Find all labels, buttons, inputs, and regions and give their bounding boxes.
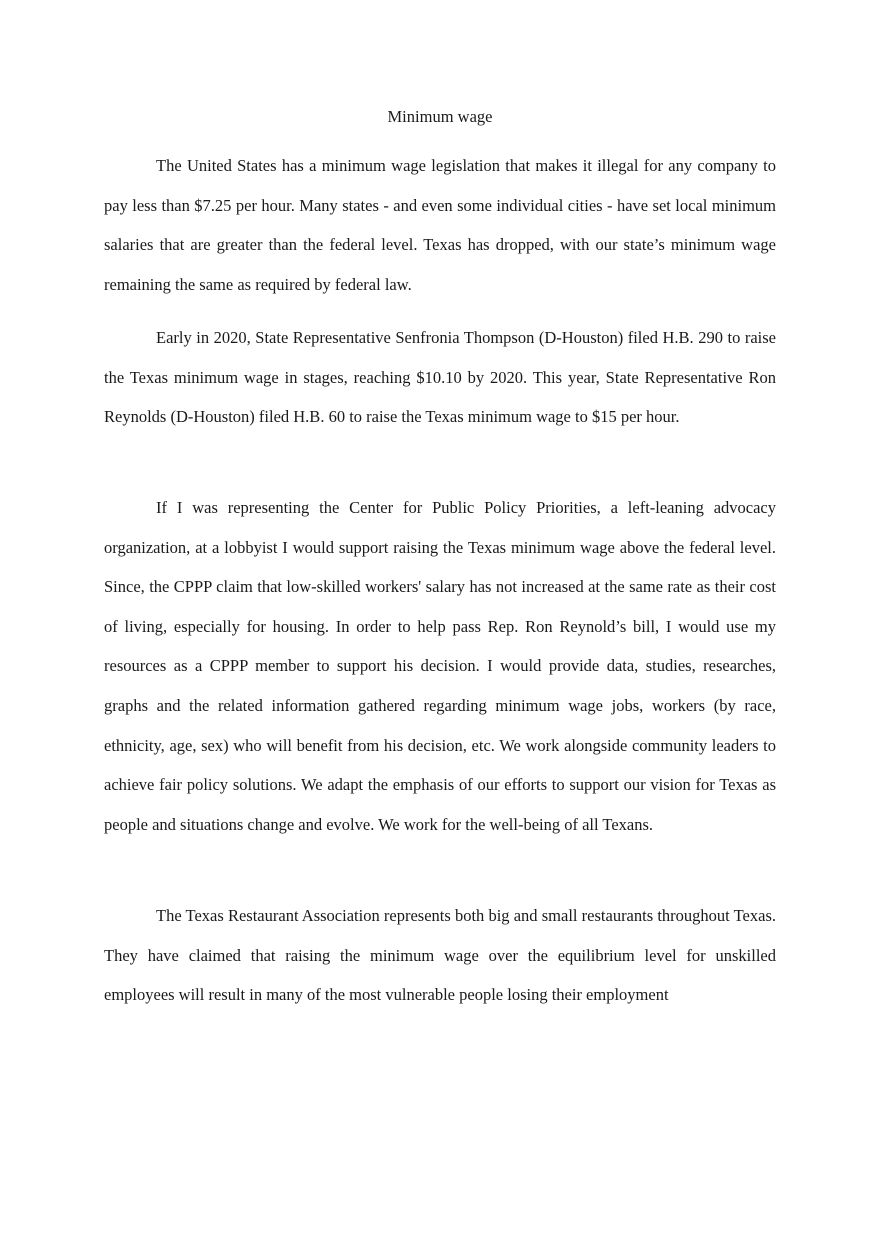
- paragraph-cppp-position: If I was representing the Center for Public Policy Priorities, a left-leaning advocacy organization, at a lobbyist I would support raising the Texas minimum wage above the federal level. Since, the CPPP claim that low-skilled workers' salary has not increased at the same rate as their cost of living, especially for housing. In order to help pass Rep. Ron Reynold’s bill, I would use my resources as a CPPP member to support his decision. I would provide data, studies, researches, graphs and the related information gathered regarding minimum wage jobs, workers (by race, ethnicity, age, sex) who will benefit from his decision, etc. We work alongside community leaders to achieve fair policy solutions. We adapt the emphasis of our efforts to support our vision for Texas as people and situations change and evolve. We work for the well-being of all Texans.: [104, 498, 776, 834]
- paragraph-federal-minimum-wage: The United States has a minimum wage legislation that makes it illegal for any company to pay less than $7.25 per hour. Many states - and even some individual cities - have set local minimum salaries that are greater than the federal level. Texas has dropped, with our state’s minimum wage remaining the same as required by federal law.: [104, 156, 776, 294]
- paragraph-texas-bills: Early in 2020, State Representative Senfronia Thompson (D-Houston) filed H.B. 290 to raise the Texas minimum wage in stages, reaching $10.10 by 2020. This year, State Representative Ron Reynolds (D-Houston) filed H.B. 60 to raise the Texas minimum wage to $15 per hour.: [104, 328, 776, 427]
- page-title: Minimum wage: [387, 107, 493, 126]
- paragraph-restaurant-association: The Texas Restaurant Association represents both big and small restaurants throughout Texas. They have claimed that raising the minimum wage over the equilibrium level for unskilled employees will result in many of the most vulnerable people losing their employment: [104, 906, 776, 1005]
